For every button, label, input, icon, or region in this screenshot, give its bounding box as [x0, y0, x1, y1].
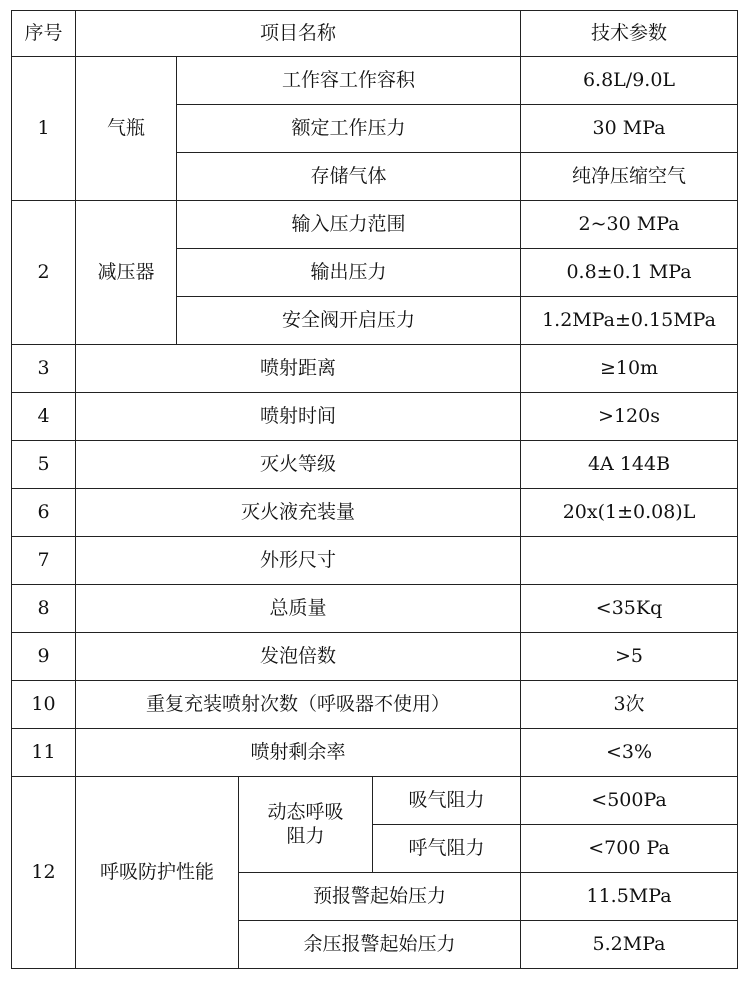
row-no: 7 — [12, 537, 76, 585]
row-no: 10 — [12, 681, 76, 729]
row-name: 呼气阻力 — [373, 825, 521, 873]
row-value — [521, 537, 738, 585]
row-name: 外形尺寸 — [76, 537, 521, 585]
row-name: 总质量 — [76, 585, 521, 633]
table-row — [12, 681, 738, 729]
row-no: 3 — [12, 345, 76, 393]
row-name: 余压报警起始压力 — [239, 921, 521, 969]
row-value: 5.2MPa — [521, 921, 738, 969]
header-param: 技术参数 — [521, 11, 738, 57]
table-row — [12, 441, 738, 489]
table-row — [12, 489, 738, 537]
row-sub-group: 动态呼吸阻力 — [239, 777, 373, 873]
row-name: 输出压力 — [177, 249, 521, 297]
row-value: <3% — [521, 729, 738, 777]
row-value: 纯净压缩空气 — [521, 153, 738, 201]
row-value: <500Pa — [521, 777, 738, 825]
row-name: 存储气体 — [177, 153, 521, 201]
table-header-row — [12, 11, 738, 57]
table-row — [12, 729, 738, 777]
row-name: 喷射剩余率 — [76, 729, 521, 777]
row-value: 3次 — [521, 681, 738, 729]
table-row — [12, 201, 738, 249]
row-value: 1.2MPa±0.15MPa — [521, 297, 738, 345]
row-value: <35Kq — [521, 585, 738, 633]
row-value: 2~30 MPa — [521, 201, 738, 249]
row-group: 减压器 — [76, 201, 177, 345]
row-no: 2 — [12, 201, 76, 345]
row-no: 9 — [12, 633, 76, 681]
row-value: 11.5MPa — [521, 873, 738, 921]
row-value: 4A 144B — [521, 441, 738, 489]
row-no: 4 — [12, 393, 76, 441]
row-name: 输入压力范围 — [177, 201, 521, 249]
header-item: 项目名称 — [76, 11, 521, 57]
row-name: 吸气阻力 — [373, 777, 521, 825]
table-row — [12, 537, 738, 585]
row-value: 20x(1±0.08)L — [521, 489, 738, 537]
row-name: 发泡倍数 — [76, 633, 521, 681]
row-name: 灭火等级 — [76, 441, 521, 489]
spec-table — [11, 10, 738, 969]
row-value: <700 Pa — [521, 825, 738, 873]
row-group: 呼吸防护性能 — [76, 777, 239, 969]
row-no: 12 — [12, 777, 76, 969]
header-no: 序号 — [12, 11, 76, 57]
table-row — [12, 633, 738, 681]
row-value: 0.8±0.1 MPa — [521, 249, 738, 297]
row-name: 预报警起始压力 — [239, 873, 521, 921]
row-name: 工作容工作容积 — [177, 57, 521, 105]
row-no: 6 — [12, 489, 76, 537]
row-value: >120s — [521, 393, 738, 441]
table-row — [12, 777, 738, 825]
row-value: ≥10m — [521, 345, 738, 393]
row-group: 气瓶 — [76, 57, 177, 201]
row-value: >5 — [521, 633, 738, 681]
table-row — [12, 393, 738, 441]
row-no: 11 — [12, 729, 76, 777]
row-name: 额定工作压力 — [177, 105, 521, 153]
table-row — [12, 345, 738, 393]
row-no: 1 — [12, 57, 76, 201]
row-name: 喷射距离 — [76, 345, 521, 393]
table-row — [12, 57, 738, 105]
row-name: 安全阀开启压力 — [177, 297, 521, 345]
row-name: 灭火液充装量 — [76, 489, 521, 537]
row-value: 6.8L/9.0L — [521, 57, 738, 105]
spec-table-wrapper — [11, 10, 738, 969]
row-no: 5 — [12, 441, 76, 489]
table-row — [12, 585, 738, 633]
row-name: 重复充装喷射次数（呼吸器不使用） — [76, 681, 521, 729]
row-name: 喷射时间 — [76, 393, 521, 441]
row-no: 8 — [12, 585, 76, 633]
row-value: 30 MPa — [521, 105, 738, 153]
